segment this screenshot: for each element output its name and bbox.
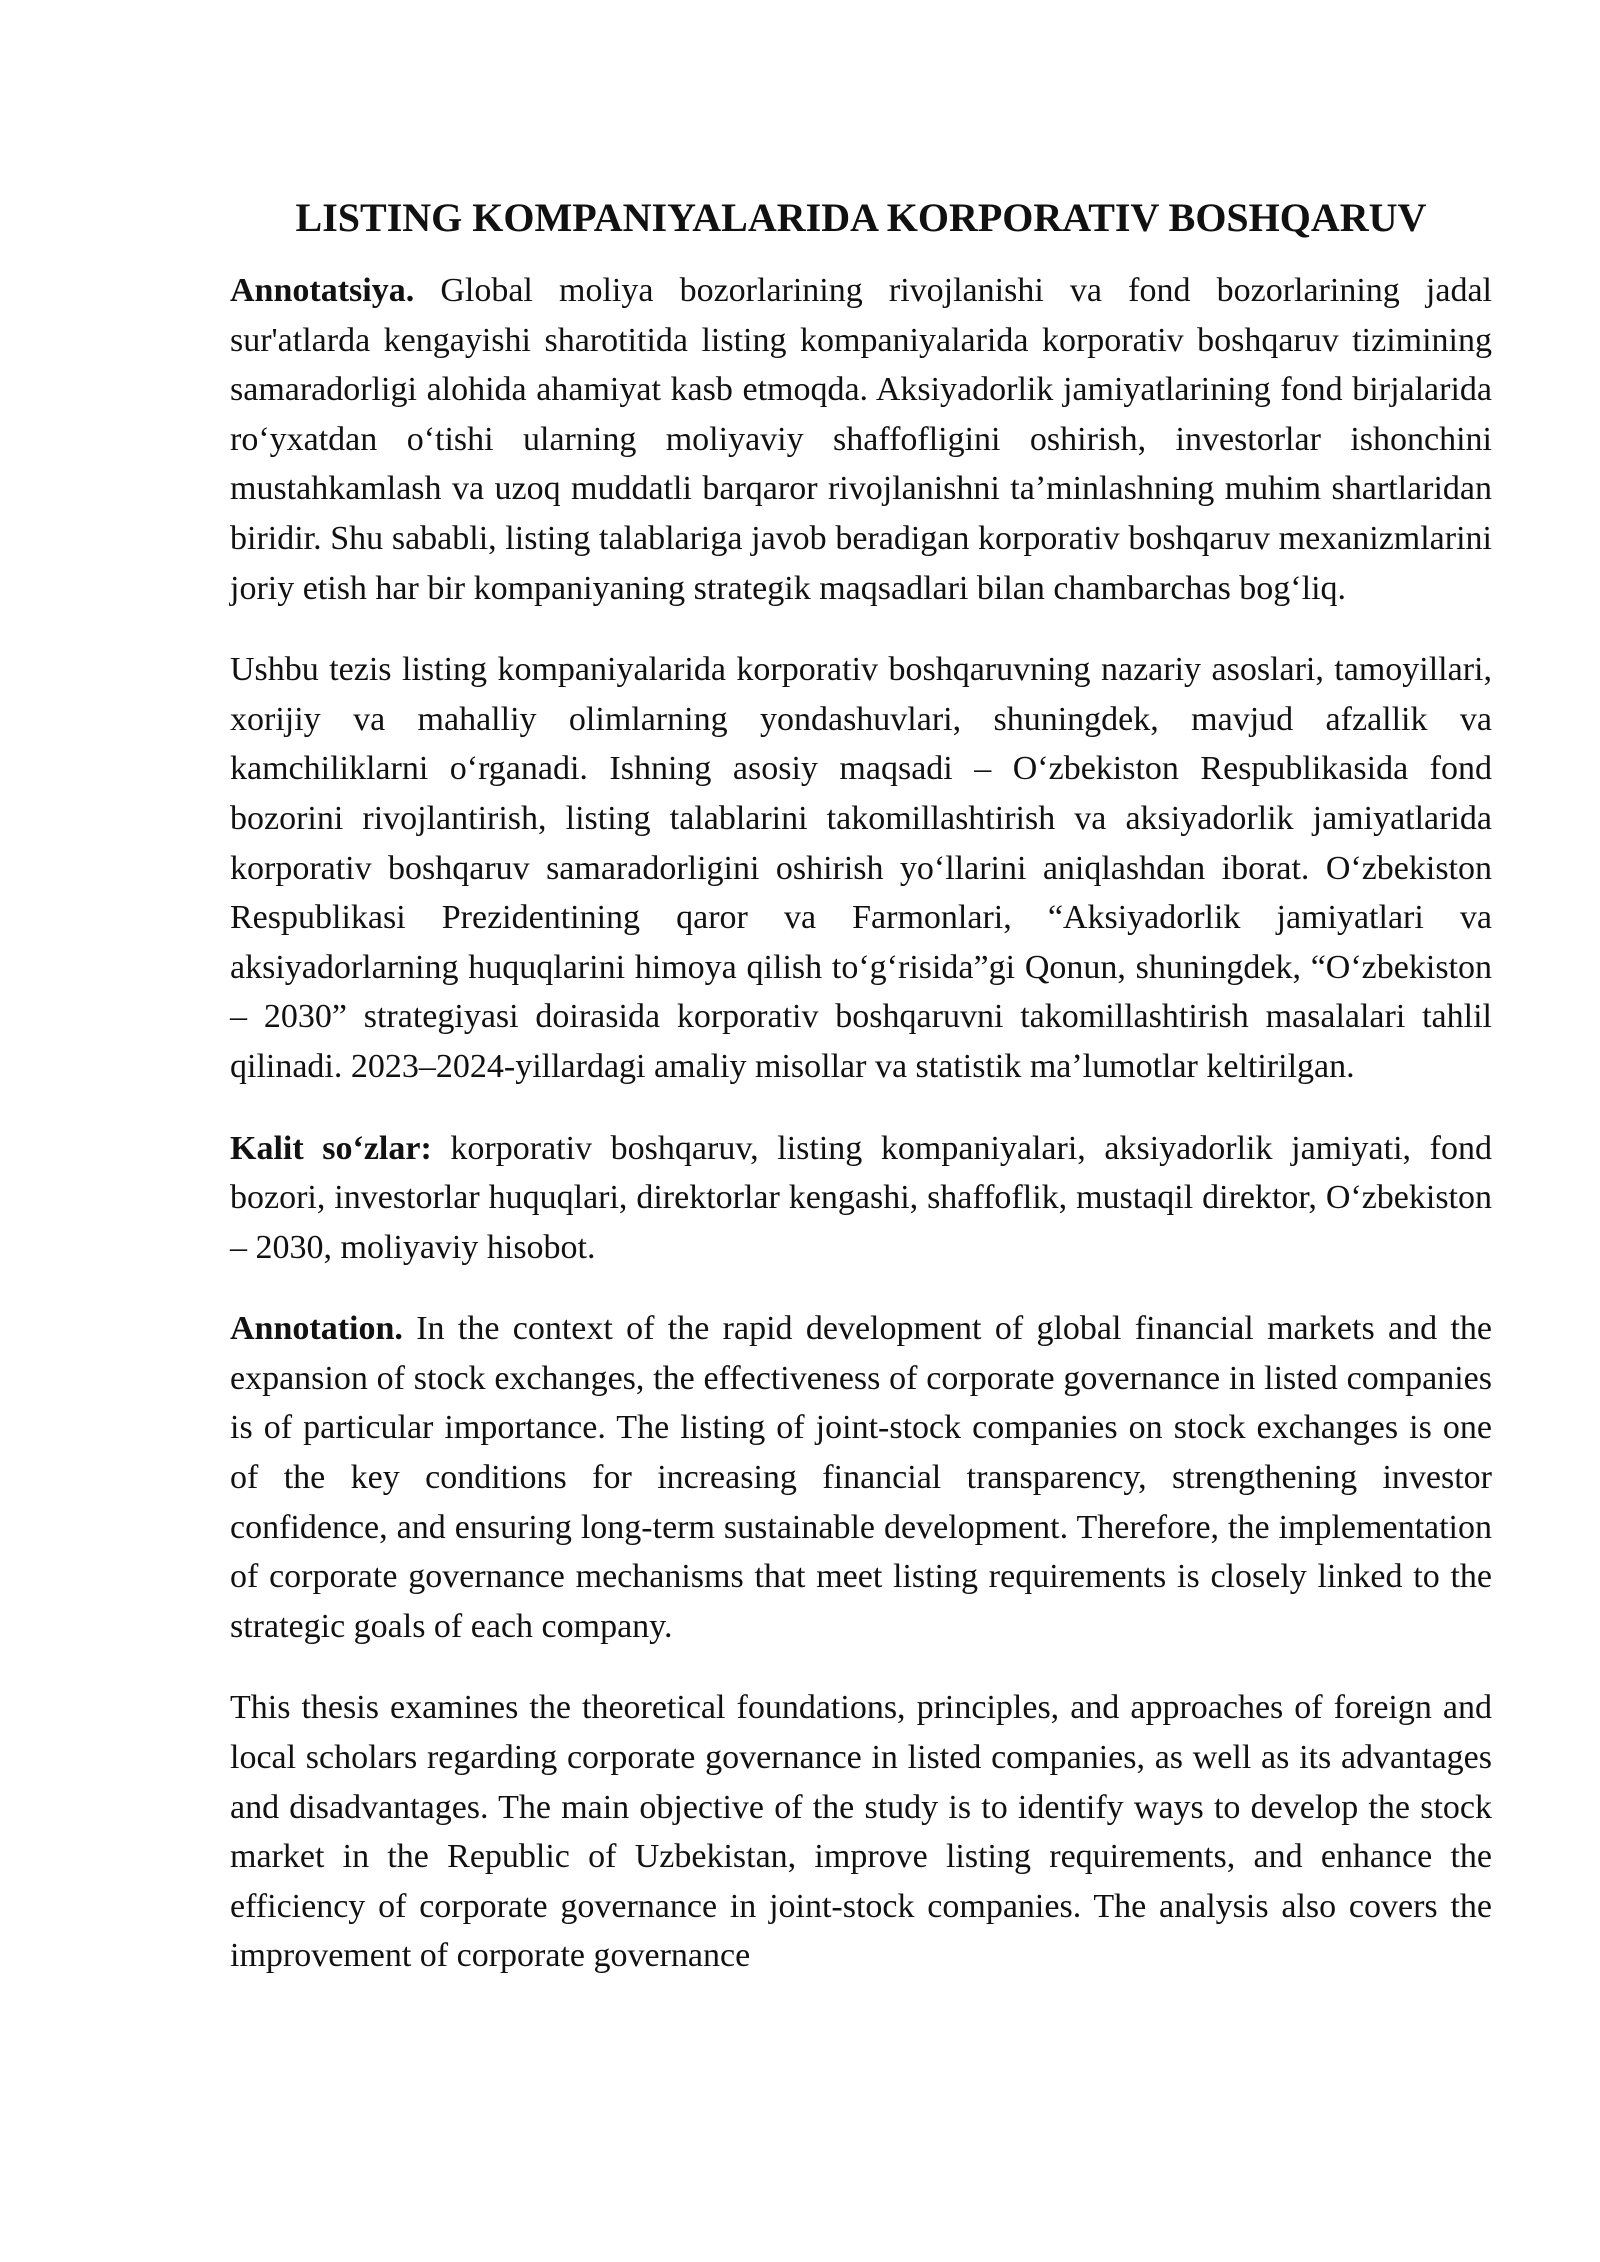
annotatsiya-text: Global moliya bozorlarining rivojlanishi va fond bozorlarining jadal sur'atlarda kengayishi sharotitida listing kompaniyalarida korporativ boshqaruv tizimining samaradorligi alohida ahamiyat kasb etmoqda. Aksiyadorlik jamiyatlarining fond birjalarida roʻyxatdan oʻtishi ularning moliyaviy shaffofligini oshirish, investorlar ishonchini mustahkamlash va uzoq muddatli barqaror rivojlanishni taʼminlashning muhim shartlaridan biridir. Shu sababli, listing talablariga javob beradigan korporativ boshqaruv mexanizmlarini joriy etish har bir kompaniyaning strategik maqsadlari bilan chambarchas bogʻliq. <box>230 272 1492 607</box>
annotation-text: In the context of the rapid development of global financial markets and the expansion of stock exchanges, the effectiveness of corporate governance in listed companies is of particular importance. The listing of joint-stock companies on stock exchanges is one of the key conditions for increasing financial transparency, strengthening investor confidence, and ensuring long-term sustainable development. Therefore, the implementation of corporate governance mechanisms that meet listing requirements is closely linked to the strategic goals of each company. <box>230 1310 1492 1645</box>
annotation-label: Annotation. <box>230 1310 403 1348</box>
keywords-text: korporativ boshqaruv, listing kompaniyalari, aksiyadorlik jamiyati, fond bozori, investorlar huquqlari, direktorlar kengashi, shaffoflik, mustaqil direktor, Oʻzbekiston – 2030, moliyaviy hisobot. <box>230 1129 1492 1266</box>
ushbu-paragraph: Ushbu tezis listing kompaniyalarida korporativ boshqaruvning nazariy asoslari, tamoyillari, xorijiy va mahalliy olimlarning yondashuvlari, shuningdek, mavjud afzallik va kamchiliklarni oʻrganadi. Ishning asosiy maqsadi – Oʻzbekiston Respublikasida fond bozorini rivojlantirish, listing talablarini takomillashtirish va aksiyadorlik jamiyatlarida korporativ boshqaruv samaradorligini oshirish yoʻllarini aniqlashdan iborat. Oʻzbekiston Respublikasi Prezidentining qaror va Farmonlari, “Aksiyadorlik jamiyatlari va aksiyadorlarning huquqlarini himoya qilish toʻgʻrisida”gi Qonun, shuningdek, “Oʻzbekiston – 2030” strategiyasi doirasida korporativ boshqaruvni takomillashtirish masalalari tahlil qilinadi. 2023–2024-yillardagi amaliy misollar va statistik maʼlumotlar keltirilgan. <box>230 651 1492 1085</box>
keywords-label: Kalit soʻzlar: <box>230 1129 432 1167</box>
annotatsiya-label: Annotatsiya. <box>230 272 415 309</box>
annotation-paragraph <box>230 1304 1492 1651</box>
thesis-paragraph: This thesis examines the theoretical foundations, principles, and approaches of foreign and local scholars regarding corporate governance in listed companies, as well as its advantages and disadvantages. The main objective of the study is to identify ways to develop the stock market in the Republic of Uzbekistan, improve listing requirements, and enhance the efficiency of corporate governance in joint-stock companies. The analysis also covers the improvement of corporate governance <box>230 1689 1492 1975</box>
keywords-paragraph <box>230 1124 1492 1273</box>
document-page <box>230 190 1492 2013</box>
document-title: LISTING KOMPANIYALARIDA KORPORATIV BOSHQARUV <box>295 195 1427 240</box>
annotatsiya-paragraph <box>230 266 1492 613</box>
